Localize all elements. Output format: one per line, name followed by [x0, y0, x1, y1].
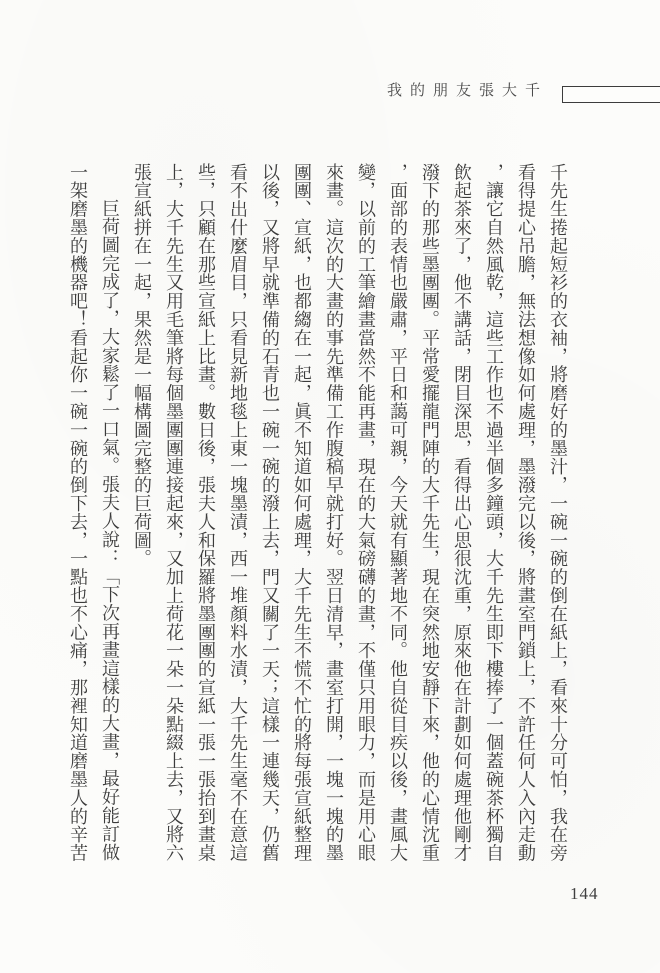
page-number: 144 — [570, 884, 599, 903]
paragraph: 巨荷圖完成了，大家鬆了一口氣。張夫人說：「下次再畫這樣的大畫，最好能訂做一架磨墨的機器吧！看起你一碗一碗的倒下去，一點也不心痛，那裡知道磨墨人的辛苦 — [68, 163, 120, 863]
paragraph: 千先生捲起短衫的衣袖，將磨好的墨汁，一碗一碗的倒在紙上，看來十分可怕，我在旁看得提心吊膽，無法想像如何處理，墨潑完以後，將畫室門鎖上，不許任何人入內走動，讓它自然風乾，這些工作也不過半個多鐘頭，大千先生即下樓捧了一個蓋碗茶杯獨自飲起茶來了，他不講話，閉目深思，看得出心思很沈重，原來他在計劃如何處理他剛才潑下的那些墨團團。平常愛擺龍門陣的大千先生，現在突然地安靜下來，他的心情沈重，面部的表情也嚴肅，平日和藹可親，今天就有顯著地不同。他自從目疾以後，畫風大變，以前的工筆繪畫當然不能再畫，現在的大氣磅礴的畫，不僅只用眼力，而是用心眼來畫。這次的大畫的事先準備工作腹稿早就打好。翌日清早，畫室打開，一塊一塊的墨團團、宣紙，也都縐在一起，眞不知道如何處理，大千先生不慌不忙的將每張宣紙整理以後，又將早就準備的石青也一碗一碗的潑上去，門又關了一天；這樣一連幾天，仍舊看不出什麼眉目，只看見新地毯上東一塊墨漬，西一堆顏料水漬，大千先生毫不在意這些，只顧在那些宣紙上比畫。數日後，張夫人和保羅將墨團團的宣紙一張一張抬到畫桌上，大千先生又用毛筆將每個墨團團連接起來，又加上荷花一朵一朵點綴上去，又將六張宣紙拼在一起，果然是一幅構圖完整的巨荷圖。 — [132, 163, 568, 863]
main-text-block — [62, 163, 574, 866]
header-box — [562, 86, 660, 103]
running-header-title: 我的朋友張大千 — [386, 83, 548, 99]
